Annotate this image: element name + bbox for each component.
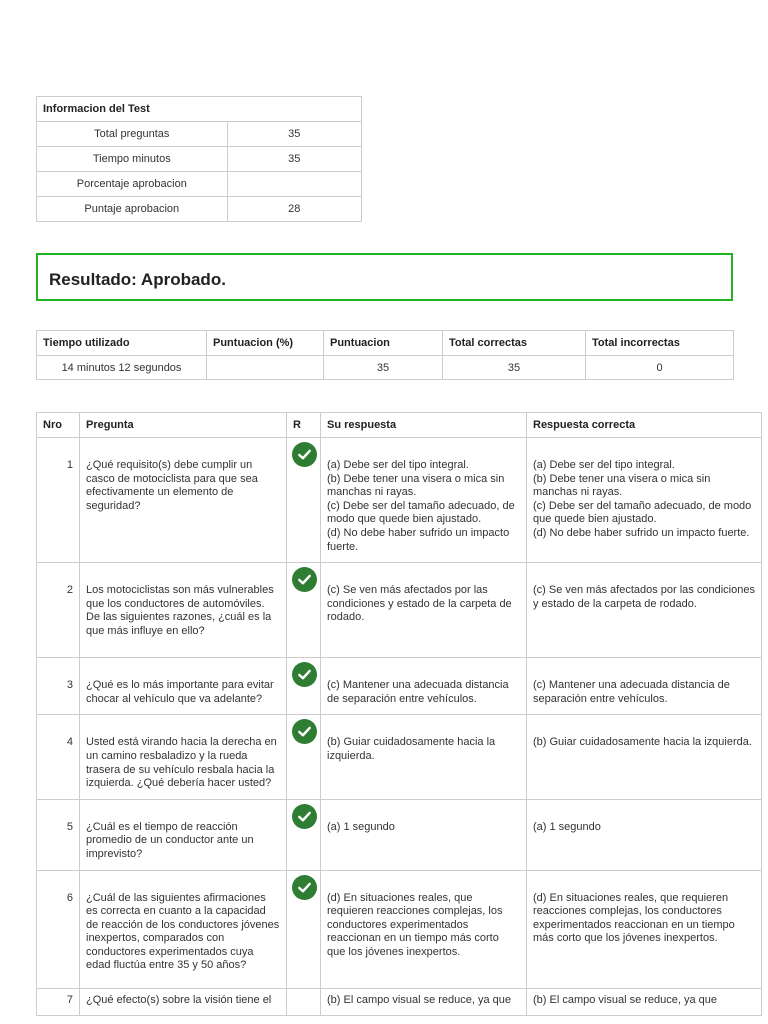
stats-header-time: Tiempo utilizado [37, 331, 207, 356]
question-text: ¿Qué requisito(s) debe cumplir un casco de motociclista para que sea efectivamente un elemento de seguridad? [80, 438, 287, 563]
question-text: ¿Qué es lo más importante para evitar chocar al vehículo que va adelante? [80, 658, 287, 715]
your-answer: (b) El campo visual se reduce, ya que [321, 988, 527, 1016]
result-cell [287, 870, 321, 988]
result-cell [287, 799, 321, 870]
check-circle-icon [292, 804, 317, 829]
check-circle-icon [292, 567, 317, 592]
correct-answer: (b) El campo visual se reduce, ya que [527, 988, 762, 1016]
col-header-correct-answer: Respuesta correcta [527, 413, 762, 438]
stats-correct-value: 35 [443, 356, 586, 380]
stats-header-incorrect: Total incorrectas [586, 331, 734, 356]
question-row [37, 658, 762, 715]
question-text: ¿Qué efecto(s) sobre la visión tiene el [80, 988, 287, 1016]
info-row [37, 147, 362, 172]
question-text: ¿Cuál de las siguientes afirmaciones es correcta en cuanto a la capacidad de reacción de los conductores jóvenes inexpertos, comparados con conductores experimentados cuya edad fluctúa entre 35 y 50 años? [80, 870, 287, 988]
info-value: 28 [227, 197, 361, 222]
correct-answer: (a) 1 segundo [527, 799, 762, 870]
question-row [37, 799, 762, 870]
info-row [37, 172, 362, 197]
question-row [37, 438, 762, 563]
check-circle-icon [292, 442, 317, 467]
info-value: 35 [227, 122, 361, 147]
col-header-result: R [287, 413, 321, 438]
question-row [37, 563, 762, 658]
question-number: 2 [37, 563, 80, 658]
result-cell [287, 658, 321, 715]
check-circle-icon [292, 662, 317, 687]
col-header-your-answer: Su respuesta [321, 413, 527, 438]
correct-answer: (c) Se ven más afectados por las condiciones y estado de la carpeta de rodado. [527, 563, 762, 658]
correct-answer: (b) Guiar cuidadosamente hacia la izquierda. [527, 715, 762, 799]
stats-incorrect-value: 0 [586, 356, 734, 380]
question-number: 5 [37, 799, 80, 870]
result-text: Resultado: Aprobado. [49, 270, 226, 289]
col-header-nro: Nro [37, 413, 80, 438]
stats-header-correct: Total correctas [443, 331, 586, 356]
result-cell [287, 563, 321, 658]
question-number: 3 [37, 658, 80, 715]
your-answer: (d) En situaciones reales, que requieren reacciones complejas, los conductores experimentados reaccionan en un tiempo más corto que los jóvenes inexpertos. [321, 870, 527, 988]
correct-answer: (c) Mantener una adecuada distancia de separación entre vehículos. [527, 658, 762, 715]
info-value: 35 [227, 147, 361, 172]
info-label: Porcentaje aprobacion [37, 172, 228, 197]
col-header-question: Pregunta [80, 413, 287, 438]
question-number: 6 [37, 870, 80, 988]
question-row [37, 988, 762, 1016]
your-answer: (c) Mantener una adecuada distancia de separación entre vehículos. [321, 658, 527, 715]
info-row [37, 122, 362, 147]
question-number: 1 [37, 438, 80, 563]
check-circle-icon [292, 875, 317, 900]
info-label: Puntaje aprobacion [37, 197, 228, 222]
info-label: Tiempo minutos [37, 147, 228, 172]
question-text: Los motociclistas son más vulnerables que los conductores de automóviles. De las siguientes razones, ¿cuál es la que más influye en ello? [80, 563, 287, 658]
question-text: Usted está virando hacia la derecha en un camino resbaladizo y la rueda trasera de su vehículo resbala hacia la izquierda. ¿Qué debería hacer usted? [80, 715, 287, 799]
your-answer: (c) Se ven más afectados por las condiciones y estado de la carpeta de rodado. [321, 563, 527, 658]
stats-time-value: 14 minutos 12 segundos [37, 356, 207, 380]
your-answer: (a) Debe ser del tipo integral. (b) Debe tener una visera o mica sin manchas ni rayas. (c) Debe ser del tamaño adecuado, de modo que quede bien ajustado. (d) No debe haber sufrido un impacto fuerte. [321, 438, 527, 563]
result-banner [36, 253, 733, 301]
your-answer: (b) Guiar cuidadosamente hacia la izquierda. [321, 715, 527, 799]
stats-percent-value [207, 356, 324, 380]
test-info-table [36, 96, 362, 222]
info-label: Total preguntas [37, 122, 228, 147]
question-row [37, 870, 762, 988]
correct-answer: (a) Debe ser del tipo integral. (b) Debe tener una visera o mica sin manchas ni rayas. (c) Debe ser del tamaño adecuado, de modo que quede bien ajustado. (d) No debe haber sufrido un impacto fuerte. [527, 438, 762, 563]
question-row [37, 715, 762, 799]
info-row [37, 197, 362, 222]
result-cell [287, 988, 321, 1016]
question-number: 4 [37, 715, 80, 799]
check-circle-icon [292, 719, 317, 744]
question-number: 7 [37, 988, 80, 1016]
test-info-header: Informacion del Test [37, 97, 362, 122]
stats-header-score: Puntuacion [324, 331, 443, 356]
stats-score-value: 35 [324, 356, 443, 380]
result-cell [287, 715, 321, 799]
info-value [227, 172, 361, 197]
questions-table [36, 412, 762, 1016]
score-stats-table [36, 330, 734, 380]
correct-answer: (d) En situaciones reales, que requieren reacciones complejas, los conductores experimentados reaccionan en un tiempo más corto que los jóvenes inexpertos. [527, 870, 762, 988]
result-cell [287, 438, 321, 563]
stats-header-percent: Puntuacion (%) [207, 331, 324, 356]
question-text: ¿Cuál es el tiempo de reacción promedio de un conductor ante un imprevisto? [80, 799, 287, 870]
your-answer: (a) 1 segundo [321, 799, 527, 870]
